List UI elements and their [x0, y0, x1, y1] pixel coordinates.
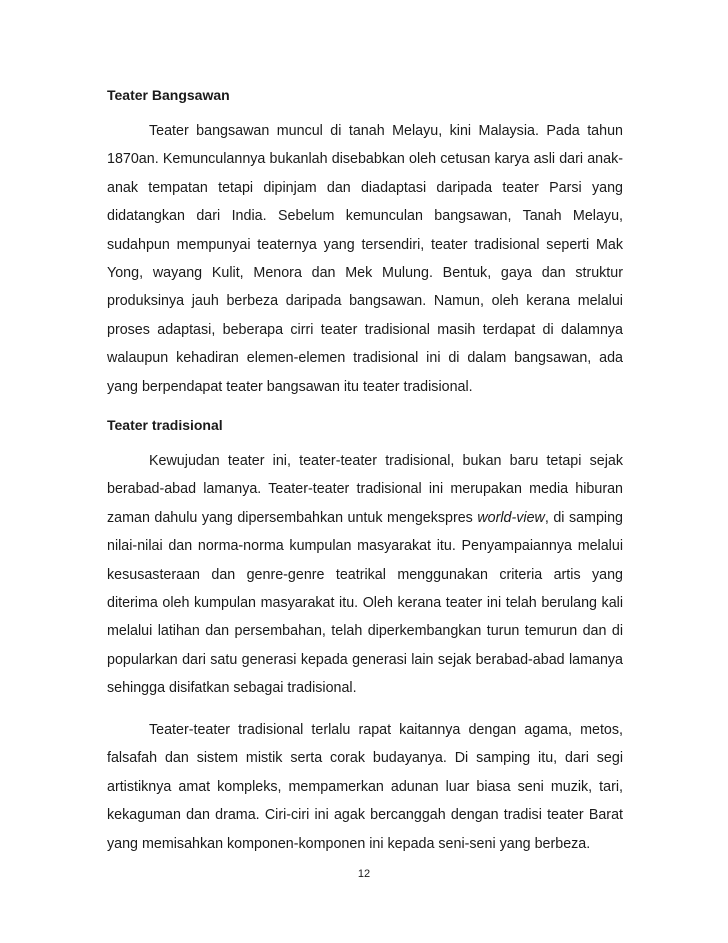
section-title-teater-tradisional: Teater tradisional: [107, 417, 223, 433]
paragraph-teater-bangsawan: Teater bangsawan muncul di tanah Melayu, kini Malaysia. Pada tahun 1870an. Kemunculannya bukanlah disebabkan oleh cetusan karya asli dari anak-anak tempatan tetapi dipinjam dan diadaptasi daripada teater Parsi yang didatangkan dari India. Sebelum kemunculan bangsawan, Tanah Melayu, sudahpun mempunyai teaternya yang tersendiri, teater tradisional seperti Mak Yong, wayang Kulit, Menora dan Mek Mulung. Bentuk, gaya dan struktur produksinya jauh berbeza daripada bangsawan. Namun, oleh kerana melalui proses adaptasi, beberapa cirri teater tradisional masih terdapat di dalamnya walaupun kehadiran elemen-elemen tradisional ini di dalam bangsawan, ada yang berpendapat teater bangsawan itu teater tradisional.: [107, 123, 623, 395]
page-number: 12: [357, 868, 371, 880]
paragraph-teater-tradisional-1: [107, 447, 623, 703]
section-title-teater-bangsawan: Teater Bangsawan: [107, 87, 230, 103]
paragraph-teater-tradisional-2: Teater-teater tradisional terlalu rapat kaitannya dengan agama, metos, falsafah dan sistem mistik serta corak budayanya. Di samping itu, dari segi artistiknya amat kompleks, mempamerkan adunan luar biasa seni muzik, tari, kekaguman dan drama. Ciri-ciri ini agak bercanggah dengan tradisi teater Barat yang memisahkan komponen-komponen ini kepada seni-seni yang berbeza.: [107, 722, 623, 852]
paragraph-text: Kewujudan teater ini, teater-teater tradisional, bukan baru tetapi sejak berabad-abad lamanya. Teater-teater tradisional ini merupakan media hiburan zaman dahulu yang dipersembahkan untuk mengekspres: [107, 453, 623, 526]
emphasis-world-view: world-view: [477, 509, 545, 526]
paragraph-text: , di samping nilai-nilai dan norma-norma kumpulan masyarakat itu. Penyampaiannya melalui kesusasteraan dan genre-genre teatrikal menggunakan criteria artis yang diterima oleh kumpulan masyarakat itu. Oleh kerana teater ini telah berulang kali melalui latihan dan persembahan, telah diperkembangkan turun temurun dan di popularkan dari satu generasi kepada generasi lain sejak berabad-abad lamanya sehingga disifatkan sebagai tradisional.: [107, 509, 623, 697]
